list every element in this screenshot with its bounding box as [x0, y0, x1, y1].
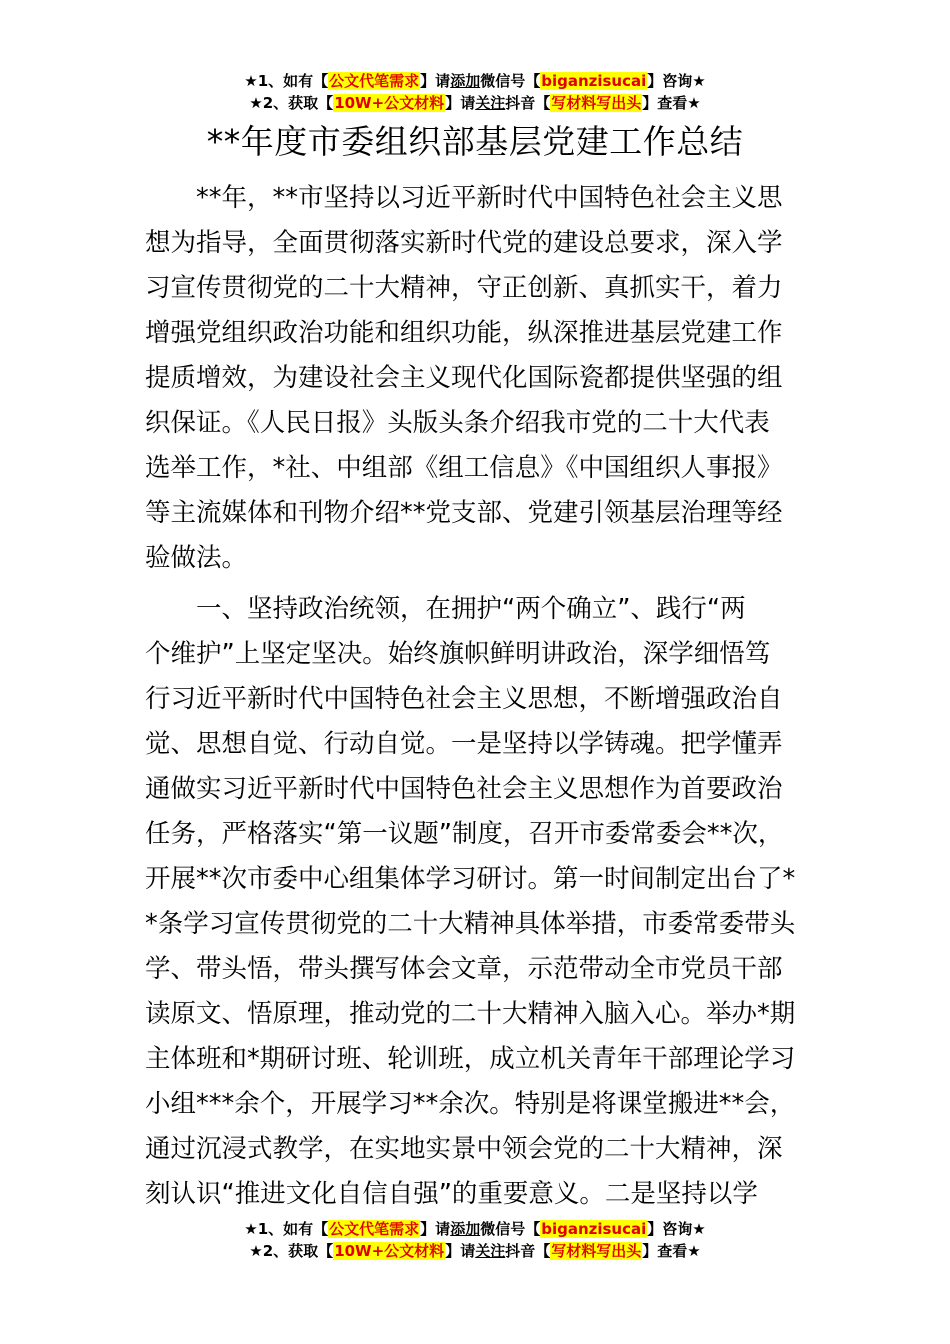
- text-line: 等主流媒体和刊物介绍**党支部、党建引领基层治理等经: [145, 498, 783, 528]
- text-line: 读原文、悟原理，推动党的二十大精神入脑入心。举办*期: [145, 999, 796, 1029]
- text-line: **年，**市坚持以习近平新时代中国特色社会主义思: [196, 183, 783, 213]
- promo-highlight: 公文代笔需求: [329, 72, 420, 90]
- promo-highlight: 10W+公文材料: [334, 1242, 445, 1260]
- promo-highlight: biganzisucai: [541, 72, 647, 90]
- promo-underline: 添加: [450, 1220, 481, 1238]
- promo-text: ★2、获取【: [249, 94, 334, 112]
- promo-text: 抖音【: [505, 1242, 551, 1260]
- text-line: 选举工作，*社、中组部《组工信息》《中国组织人事报》: [145, 453, 783, 483]
- promo-underline: 添加: [450, 72, 481, 90]
- promo-highlight: 写材料写出头: [551, 94, 642, 112]
- promo-text: 抖音【: [505, 94, 551, 112]
- text-line: 提质增效，为建设社会主义现代化国际瓷都提供坚强的组: [145, 363, 783, 393]
- promo-text: ★1、如有【: [244, 72, 329, 90]
- promo-text: 】请: [420, 72, 451, 90]
- text-line: 一、坚持政治统领，在拥护“两个确立”、践行“两: [196, 594, 746, 624]
- paragraph-section-one: [145, 587, 810, 1217]
- promo-underline: 关注: [475, 94, 506, 112]
- promo-line-1: [0, 1218, 950, 1240]
- promo-text: ★2、获取【: [249, 1242, 334, 1260]
- text-line: 增强党组织政治功能和组织功能，纵深推进基层党建工作: [145, 318, 783, 348]
- promo-highlight: biganzisucai: [541, 1220, 647, 1238]
- promo-highlight: 写材料写出头: [551, 1242, 642, 1260]
- text-line: 觉、思想自觉、行动自觉。一是坚持以学铸魂。把学懂弄: [145, 729, 783, 759]
- promo-text: 】咨询★: [647, 72, 706, 90]
- text-line: 验做法。: [145, 543, 248, 573]
- text-line: 习宣传贯彻党的二十大精神，守正创新、真抓实干，着力: [145, 273, 783, 303]
- promo-text: 】查看★: [642, 94, 701, 112]
- promo-highlight: 公文代笔需求: [329, 1220, 420, 1238]
- promo-text: 】请: [445, 94, 476, 112]
- promo-line-2: [0, 92, 950, 114]
- promo-underline: 关注: [475, 1242, 506, 1260]
- paragraph-intro: [145, 176, 810, 581]
- text-line: 通做实习近平新时代中国特色社会主义思想作为首要政治: [145, 774, 783, 804]
- text-line: 行习近平新时代中国特色社会主义思想，不断增强政治自: [145, 684, 783, 714]
- text-line: 织保证。《人民日报》头版头条介绍我市党的二十大代表: [145, 408, 770, 438]
- promo-line-1: [0, 70, 950, 92]
- text-line: 想为指导，全面贯彻落实新时代党的建设总要求，深入学: [145, 228, 783, 258]
- text-line: 个维护”上坚定坚决。始终旗帜鲜明讲政治，深学细悟笃: [145, 639, 771, 669]
- text-line: 学、带头悟，带头撰写体会文章，示范带动全市党员干部: [145, 954, 783, 984]
- text-line: 通过沉浸式教学，在实地实景中领会党的二十大精神，深: [145, 1134, 783, 1164]
- promo-text: 微信号【: [480, 72, 541, 90]
- promo-text: 微信号【: [480, 1220, 541, 1238]
- document-title: **年度市委组织部基层党建工作总结: [206, 122, 744, 161]
- promo-line-2: [0, 1240, 950, 1262]
- text-line: *条学习宣传贯彻党的二十大精神具体举措，市委常委带头: [145, 909, 796, 939]
- text-line: 主体班和*期研讨班、轮训班，成立机关青年干部理论学习: [145, 1044, 796, 1074]
- promo-banner-top: [0, 70, 950, 114]
- promo-text: 】咨询★: [647, 1220, 706, 1238]
- promo-highlight: 10W+公文材料: [334, 94, 445, 112]
- text-line: 小组***余个，开展学习**余次。特别是将课堂搬进**会，: [145, 1089, 796, 1119]
- text-line: 刻认识“推进文化自信自强”的重要意义。二是坚持以学: [145, 1179, 758, 1209]
- promo-text: 】查看★: [642, 1242, 701, 1260]
- promo-text: 】请: [445, 1242, 476, 1260]
- text-line: 任务，严格落实“第一议题”制度，召开市委常委会**次，: [145, 819, 784, 849]
- promo-text: 】请: [420, 1220, 451, 1238]
- text-line: 开展**次市委中心组集体学习研讨。第一时间制定出台了*: [145, 864, 796, 894]
- promo-text: ★1、如有【: [244, 1220, 329, 1238]
- promo-banner-bottom: [0, 1218, 950, 1262]
